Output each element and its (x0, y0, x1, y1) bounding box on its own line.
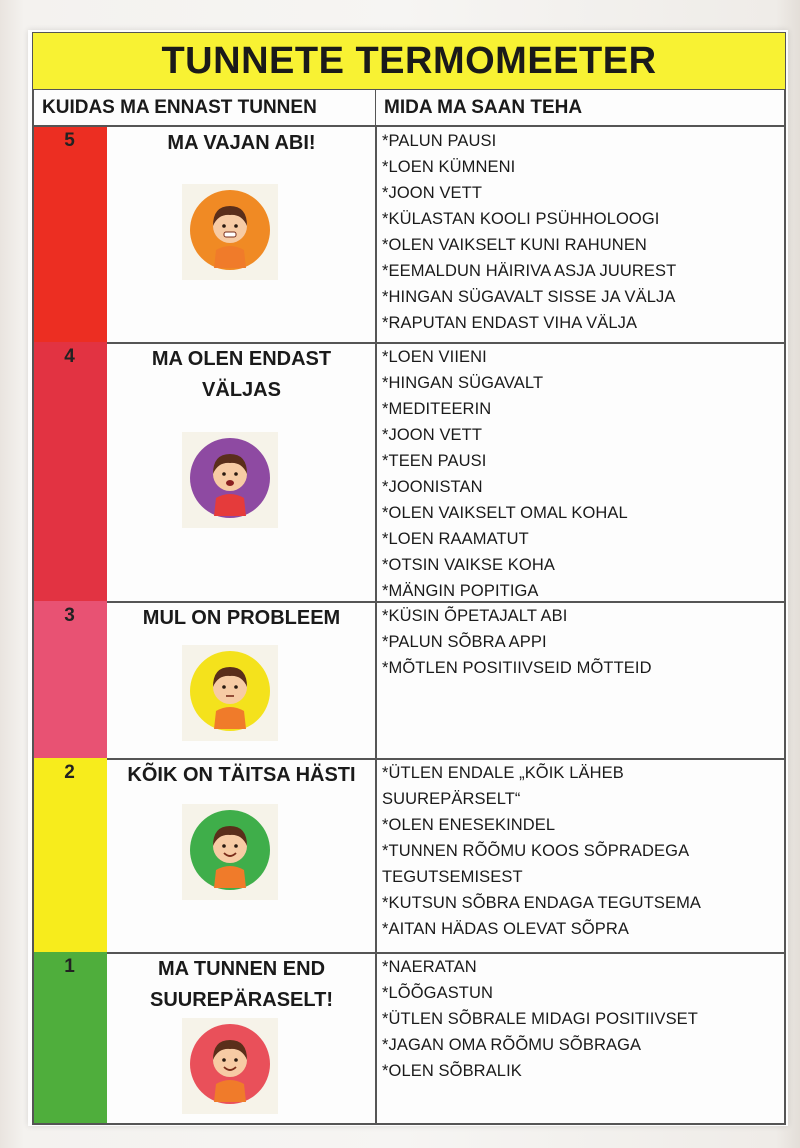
header-feeling: KUIDAS MA ENNAST TUNNEN (32, 90, 376, 126)
action-item: *MÄNGIN POPITIGA (382, 582, 539, 600)
table-border-bottom (32, 1123, 786, 1125)
child-emotion-picture (182, 432, 278, 533)
action-item: *LOEN KÜMNENI (382, 158, 516, 176)
level-number: 5 (64, 130, 75, 151)
action-item: *KÜLASTAN KOOLI PSÜHHOLOOGI (382, 210, 660, 228)
feeling-line: MA VAJAN ABI! (167, 132, 316, 154)
action-item: SUUREPÄRSELT“ (382, 790, 521, 808)
child-emotion-icon (182, 645, 278, 741)
child-emotion-picture (182, 1018, 278, 1119)
action-item: *ÜTLEN SÕBRALE MIDAGI POSITIIVSET (382, 1010, 698, 1028)
feeling-line: KÕIK ON TÄITSA HÄSTI (127, 764, 356, 786)
feeling-line: VÄLJAS (202, 379, 281, 401)
action-item: *KÜSIN ÕPETAJALT ABI (382, 607, 568, 625)
action-item: *EEMALDUN HÄIRIVA ASJA JUUREST (382, 262, 677, 280)
row-divider (107, 758, 786, 760)
action-item: *AITAN HÄDAS OLEVAT SÕPRA (382, 920, 630, 938)
level-number: 4 (64, 346, 75, 367)
table-border-left (32, 90, 34, 1124)
level-number: 2 (64, 762, 75, 783)
action-list (382, 128, 782, 336)
action-list (382, 344, 782, 604)
level-color-strip (32, 342, 107, 601)
page-title: TUNNETE TERMOMEETER (161, 39, 657, 82)
feeling-label (107, 760, 376, 791)
action-item: *TUNNEN RÕÕMU KOOS SÕPRADEGA (382, 842, 690, 860)
action-item: *LÕÕGASTUN (382, 984, 494, 1002)
action-list (382, 954, 782, 1084)
action-item: *OLEN VAIKSELT KUNI RAHUNEN (382, 236, 647, 254)
feeling-line: MA TUNNEN END (157, 958, 326, 980)
action-item: TEGUTSEMISEST (382, 868, 523, 886)
level-color-strip (32, 758, 107, 952)
level-row-4 (32, 342, 786, 601)
action-item: *PALUN SÕBRA APPI (382, 633, 547, 651)
feeling-line: SUUREPÄRASELT! (150, 989, 333, 1011)
action-item: *LOEN RAAMATUT (382, 530, 529, 548)
level-row-1 (32, 952, 786, 1124)
level-number: 1 (64, 956, 75, 977)
action-item: *OLEN SÕBRALIK (382, 1062, 522, 1080)
action-list (382, 760, 782, 942)
title-banner (32, 32, 786, 90)
level-row-5 (32, 126, 786, 342)
child-emotion-picture (182, 804, 278, 905)
feeling-line: MA OLEN ENDAST (151, 348, 332, 370)
action-item: *NAERATAN (382, 958, 477, 976)
header-divider (32, 125, 786, 127)
action-item: *JOONISTAN (382, 478, 483, 496)
action-item: *JOON VETT (382, 184, 483, 202)
row-divider (107, 342, 786, 344)
feeling-label (107, 954, 376, 1016)
level-row-2 (32, 758, 786, 952)
action-item: *LOEN VIIENI (382, 348, 487, 366)
header-actions: MIDA MA SAAN TEHA (384, 97, 583, 118)
action-item: *MÕTLEN POSITIIVSEID MÕTTEID (382, 659, 652, 677)
action-item: *KUTSUN SÕBRA ENDAGA TEGUTSEMA (382, 894, 702, 912)
action-item: *ÜTLEN ENDALE „KÕIK LÄHEB (382, 764, 624, 782)
action-item: *RAPUTAN ENDAST VIHA VÄLJA (382, 314, 638, 332)
row-divider (107, 952, 786, 954)
action-item: *PALUN PAUSI (382, 132, 497, 150)
action-item: *HINGAN SÜGAVALT (382, 374, 544, 392)
child-emotion-icon (182, 184, 278, 280)
child-emotion-icon (182, 804, 278, 900)
action-item: *JOON VETT (382, 426, 483, 444)
level-color-strip (32, 126, 107, 342)
child-emotion-picture (182, 184, 278, 285)
child-emotion-picture (182, 645, 278, 746)
action-item: *HINGAN SÜGAVALT SISSE JA VÄLJA (382, 288, 676, 306)
feeling-label (107, 344, 376, 406)
action-item: *OLEN VAIKSELT OMAL KOHAL (382, 504, 628, 522)
action-item: *OTSIN VAIKSE KOHA (382, 556, 555, 574)
level-row-3 (32, 601, 786, 758)
action-item: *JAGAN OMA RÕÕMU SÕBRAGA (382, 1036, 642, 1054)
feeling-line: MUL ON PROBLEEM (142, 607, 341, 629)
action-item: *OLEN ENESEKINDEL (382, 816, 556, 834)
child-emotion-icon (182, 1018, 278, 1114)
action-item: *MEDITEERIN (382, 400, 492, 418)
table-border-right (784, 90, 786, 1124)
action-list (382, 603, 782, 681)
column-divider (375, 126, 377, 1124)
row-divider (107, 601, 786, 603)
feeling-label (107, 603, 376, 634)
feeling-label (107, 128, 376, 159)
level-number: 3 (64, 605, 75, 626)
child-emotion-icon (182, 432, 278, 528)
action-item: *TEEN PAUSI (382, 452, 487, 470)
